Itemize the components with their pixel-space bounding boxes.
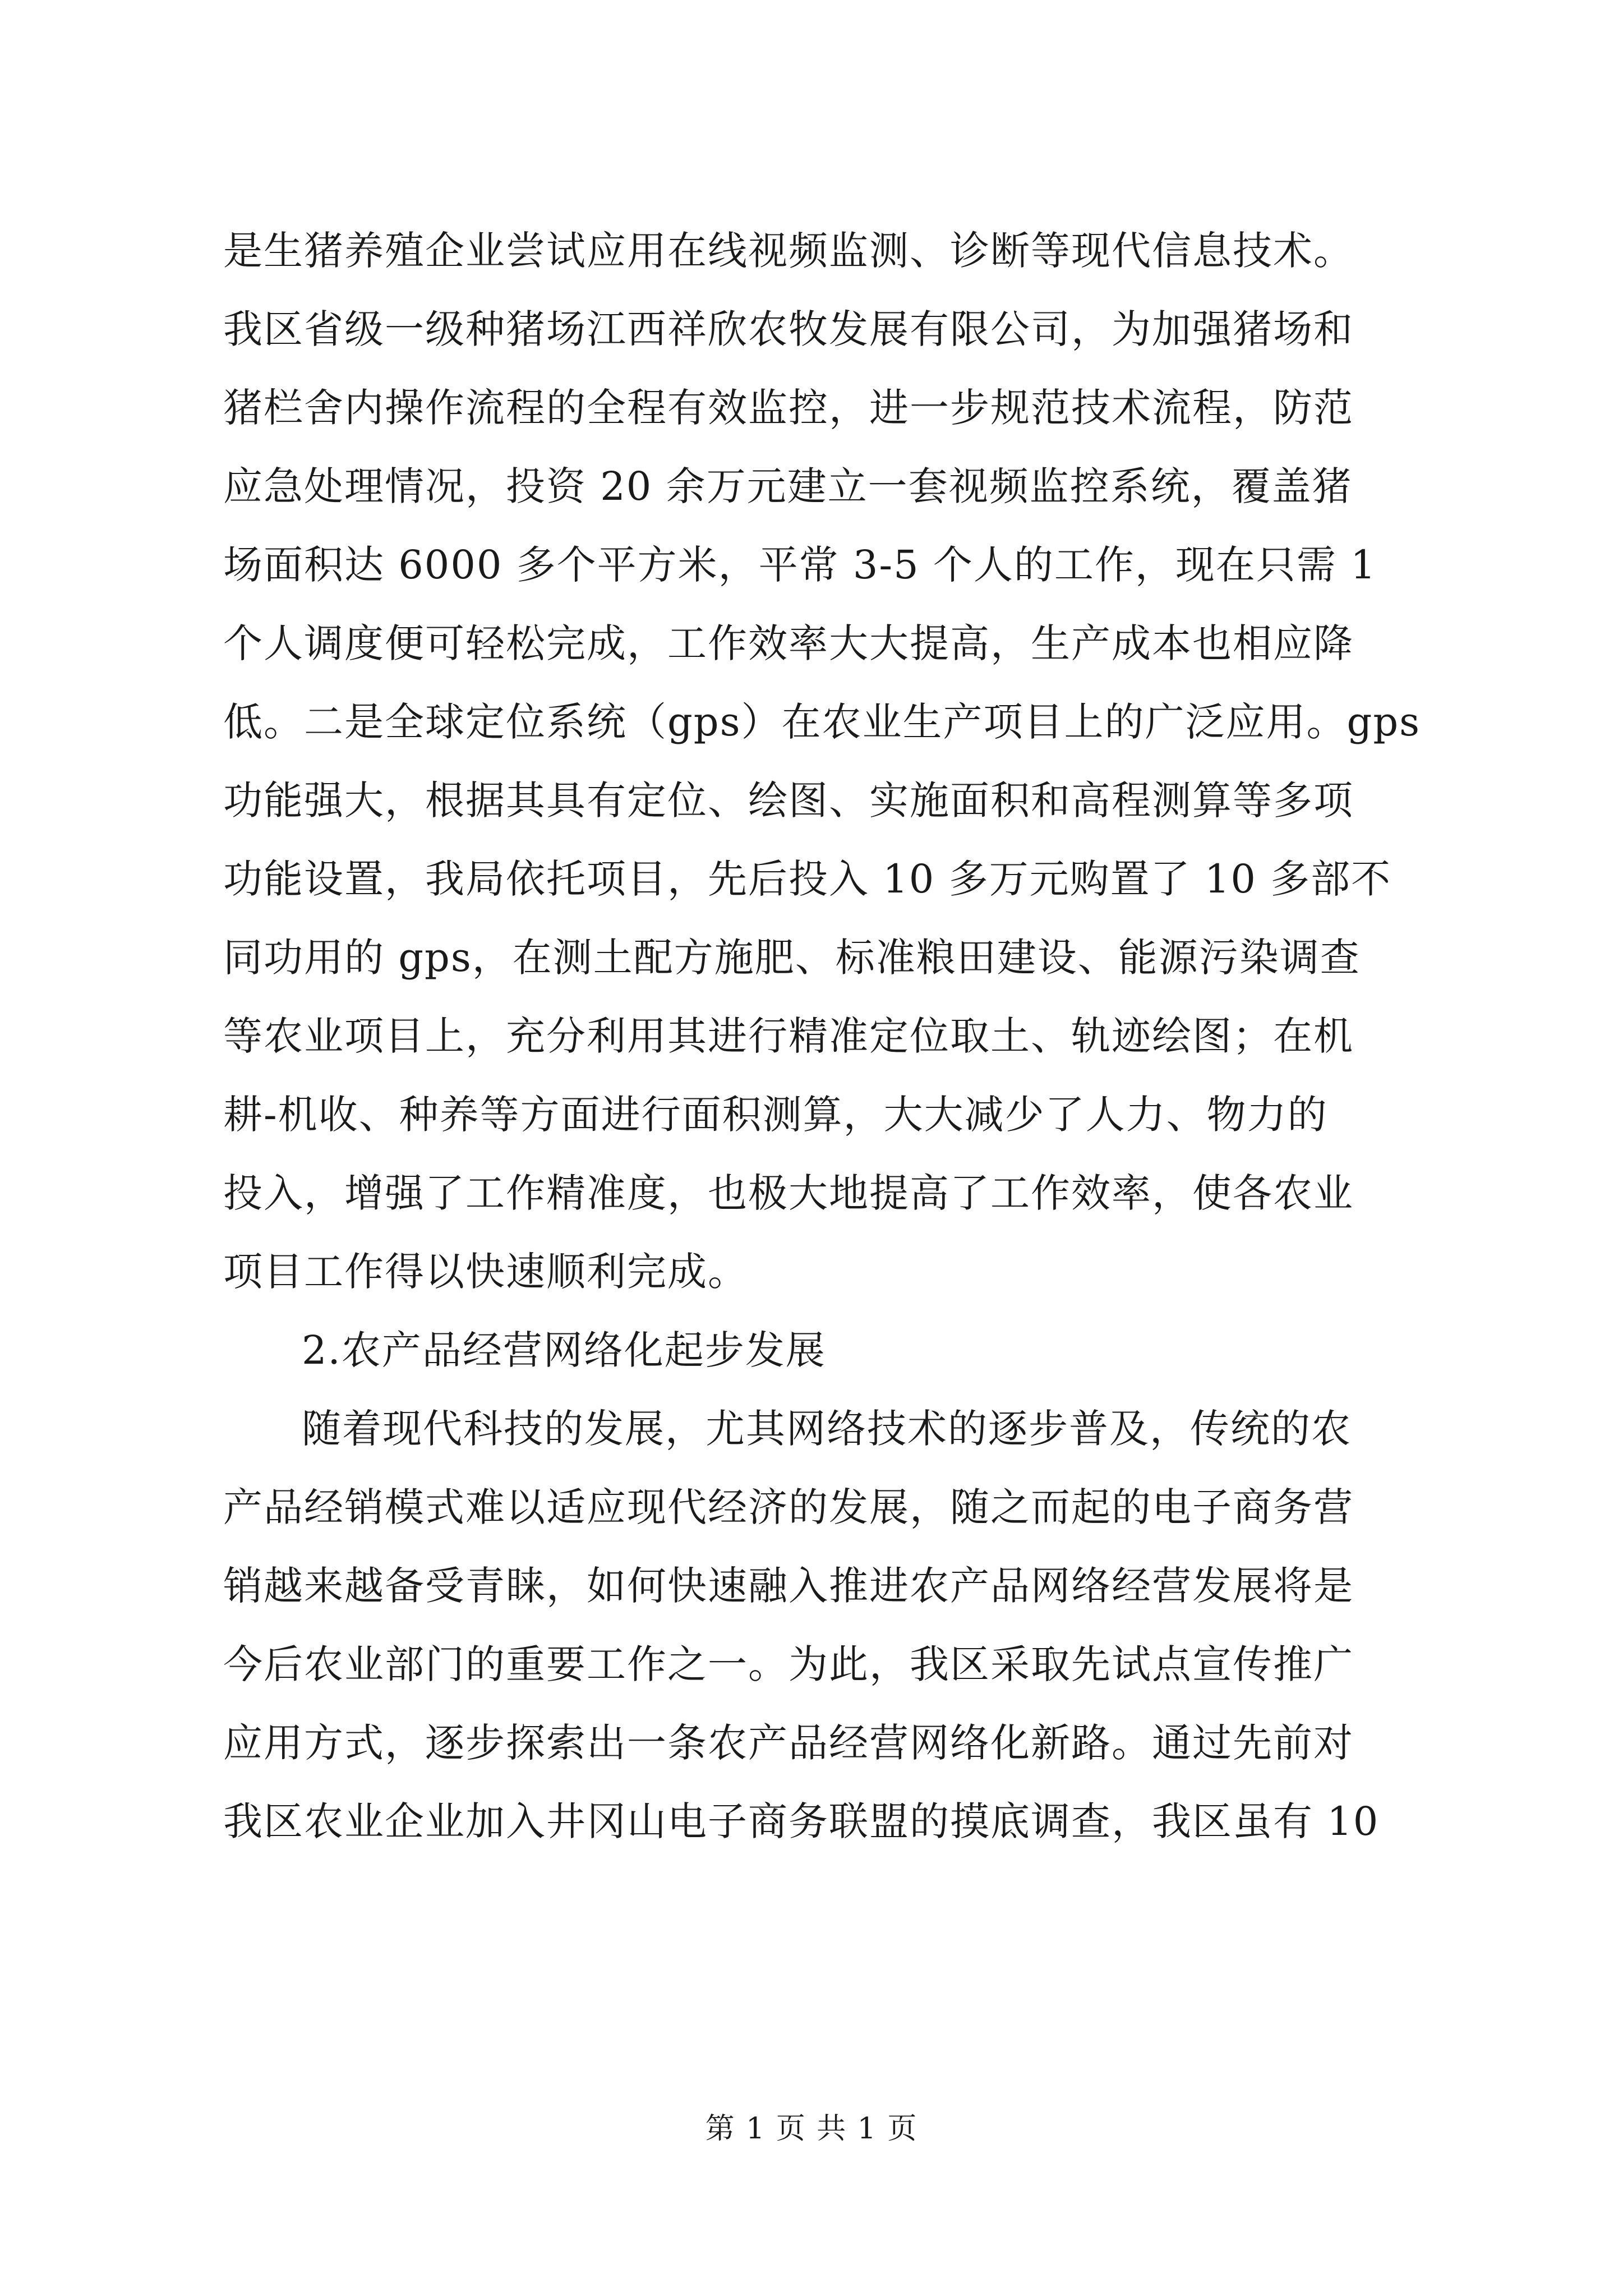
body-text-line: 随着现代科技的发展，尤其网络技术的逐步普及，传统的农 bbox=[302, 1406, 1352, 1452]
body-text-line: 耕-机收、种养等方面进行面积测算，大大减少了人力、物力的 bbox=[223, 1092, 1328, 1138]
section-heading: 2.农产品经营网络化起步发展 bbox=[302, 1327, 826, 1373]
body-text-line: 应用方式，逐步探索出一条农产品经营网络化新路。通过先前对 bbox=[223, 1720, 1354, 1766]
body-text-line: 投入，增强了工作精准度，也极大地提高了工作效率，使各农业 bbox=[223, 1170, 1354, 1216]
body-text-line: 场面积达 6000 多个平方米，平常 3-5 个人的工作，现在只需 1 bbox=[223, 542, 1377, 588]
body-text-line: 今后农业部门的重要工作之一。为此，我区采取先试点宣传推广 bbox=[223, 1641, 1354, 1687]
body-text-line: 是生猪养殖企业尝试应用在线视频监测、诊断等现代信息技术。 bbox=[223, 228, 1354, 274]
body-text-line: 个人调度便可轻松完成，工作效率大大提高，生产成本也相应降 bbox=[223, 620, 1354, 666]
body-text-line: 产品经销模式难以适应现代经济的发展，随之而起的电子商务营 bbox=[223, 1484, 1354, 1530]
body-text-line: 我区农业企业加入井冈山电子商务联盟的摸底调查，我区虽有 10 bbox=[223, 1798, 1380, 1844]
body-text-line: 销越来越备受青睐，如何快速融入推进农产品网络经营发展将是 bbox=[223, 1563, 1354, 1609]
body-text-line: 我区省级一级种猪场江西祥欣农牧发展有限公司，为加强猪场和 bbox=[223, 306, 1354, 352]
body-text-line: 猪栏舍内操作流程的全程有效监控，进一步规范技术流程，防范 bbox=[223, 385, 1354, 431]
body-text-line: 应急处理情况，投资 20 余万元建立一套视频监控系统，覆盖猪 bbox=[223, 463, 1353, 509]
body-text-line: 低。二是全球定位系统（gps）在农业生产项目上的广泛应用。gps bbox=[223, 699, 1421, 745]
body-text-line: 等农业项目上，充分利用其进行精准定位取土、轨迹绘图；在机 bbox=[223, 1013, 1354, 1059]
page-number-footer: 第 1 页 共 1 页 bbox=[705, 2112, 918, 2146]
body-text-line: 同功用的 gps，在测土配方施肥、标准粮田建设、能源污染调查 bbox=[223, 935, 1361, 981]
body-text-line: 项目工作得以快速顺利完成。 bbox=[223, 1249, 748, 1295]
body-text-line: 功能强大，根据其具有定位、绘图、实施面积和高程测算等多项 bbox=[223, 777, 1354, 823]
body-text-line: 功能设置，我局依托项目，先后投入 10 多万元购置了 10 多部不 bbox=[223, 856, 1392, 902]
